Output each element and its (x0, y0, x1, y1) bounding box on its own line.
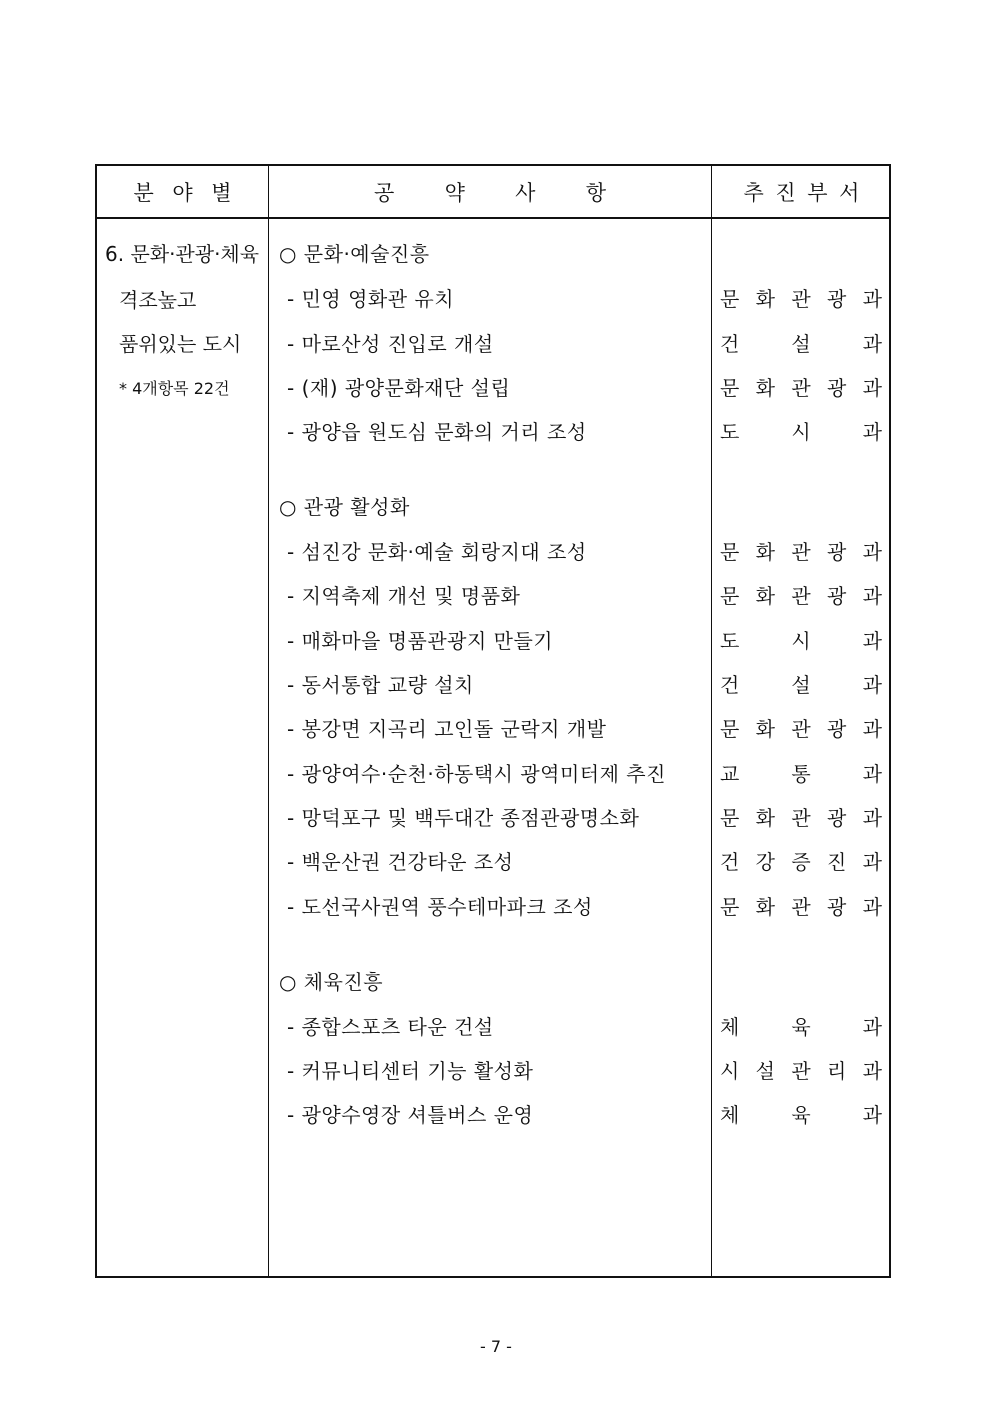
pledge-item: - 망덕포구 및 백두대간 종점관광명소화 (287, 806, 640, 830)
department-char: 화 (755, 717, 775, 741)
pledge-item: - 섬진강 문화·예술 회랑지대 조성 (287, 540, 587, 564)
pledge-item: - 광양수영장 셔틀버스 운영 (287, 1103, 534, 1127)
header-pledge-char: 항 (585, 180, 606, 205)
department-char: 광 (826, 806, 847, 830)
department-char: 화 (755, 287, 775, 311)
department-cell (720, 758, 882, 787)
header-department-char: 추 (743, 180, 764, 205)
department-cell (720, 416, 882, 445)
department-char: 관 (791, 376, 811, 400)
department-char: 화 (755, 540, 775, 564)
department-cell (720, 328, 882, 357)
department-char: 통 (791, 762, 811, 786)
department-char: 도 (720, 420, 740, 444)
department-char: 건 (720, 850, 740, 874)
pledge-item: - 매화마을 명품관광지 만들기 (287, 629, 554, 653)
department-char: 과 (862, 1059, 882, 1083)
department-char: 관 (791, 895, 811, 919)
department-cell (720, 1011, 882, 1040)
pledge-item: - 종합스포츠 타운 건설 (287, 1015, 494, 1039)
category-title: 6. 문화·관광·체육 (105, 242, 260, 266)
pledge-item: - 도선국사권역 풍수테마파크 조성 (287, 895, 593, 919)
department-char: 설 (755, 1059, 775, 1083)
department-char: 진 (826, 850, 847, 874)
pledge-item: - 커뮤니티센터 기능 활성화 (287, 1059, 534, 1083)
department-char: 광 (826, 584, 847, 608)
pledge-table (95, 164, 891, 1278)
department-char: 건 (720, 673, 740, 697)
page-number: - 7 - (480, 1337, 512, 1356)
department-char: 설 (791, 673, 811, 697)
header-category-char: 분 (133, 180, 154, 205)
department-char: 강 (755, 850, 775, 874)
department-char: 문 (720, 287, 740, 311)
department-char: 과 (862, 332, 882, 356)
department-char: 과 (862, 287, 882, 311)
department-char: 과 (862, 420, 882, 444)
pledge-item: - 마로산성 진입로 개설 (287, 332, 494, 356)
department-char: 광 (826, 895, 847, 919)
department-cell (720, 372, 882, 401)
department-cell (720, 891, 882, 920)
department-cell (720, 536, 882, 565)
department-char: 증 (791, 850, 811, 874)
pledge-item: - 동서통합 교량 설치 (287, 673, 474, 697)
department-char: 육 (791, 1015, 811, 1039)
department-char: 과 (862, 850, 882, 874)
department-char: 광 (826, 376, 847, 400)
department-char: 문 (720, 584, 740, 608)
department-char: 리 (826, 1059, 847, 1083)
department-char: 광 (826, 287, 847, 311)
department-char: 시 (791, 629, 811, 653)
department-char: 과 (862, 895, 882, 919)
department-char: 화 (755, 376, 775, 400)
department-char: 문 (720, 376, 740, 400)
pledge-item: - 민영 영화관 유치 (287, 287, 455, 311)
header-category-char: 야 (172, 180, 193, 205)
pledge-item: - 지역축제 개선 및 명품화 (287, 584, 521, 608)
header-category-char: 별 (211, 180, 232, 205)
pledge-item: - 백운산권 건강타운 조성 (287, 850, 514, 874)
department-char: 과 (862, 1015, 882, 1039)
section-heading: ○ 문화·예술진흥 (279, 242, 430, 266)
department-char: 육 (791, 1103, 811, 1127)
department-char: 과 (862, 806, 882, 830)
department-cell (720, 669, 882, 698)
department-cell (720, 802, 882, 831)
header-pledge (269, 166, 711, 217)
department-char: 광 (826, 540, 847, 564)
department-char: 문 (720, 540, 740, 564)
department-char: 관 (791, 806, 811, 830)
header-pledge-char: 사 (515, 180, 536, 205)
department-cell (720, 713, 882, 742)
department-char: 체 (720, 1103, 740, 1127)
department-char: 설 (791, 332, 811, 356)
department-char: 문 (720, 717, 740, 741)
department-char: 관 (791, 287, 811, 311)
department-char: 관 (791, 717, 811, 741)
department-cell (720, 1055, 882, 1084)
department-char: 과 (862, 673, 882, 697)
department-char: 건 (720, 332, 740, 356)
department-cell (720, 283, 882, 312)
category-note: * 4개항목 22건 (119, 379, 230, 398)
department-char: 과 (862, 584, 882, 608)
department-char: 광 (826, 717, 847, 741)
pledge-item: - (재) 광양문화재단 설립 (287, 376, 511, 400)
department-char: 과 (862, 540, 882, 564)
department-char: 체 (720, 1015, 740, 1039)
department-char: 화 (755, 895, 775, 919)
department-char: 교 (720, 762, 740, 786)
header-department-char: 부 (807, 180, 828, 205)
department-cell (720, 580, 882, 609)
header-department-char: 서 (839, 180, 860, 205)
pledge-item: - 광양여수·순천·하동택시 광역미터제 추진 (287, 762, 666, 786)
department-char: 화 (755, 584, 775, 608)
pledge-item: - 봉강면 지곡리 고인돌 군락지 개발 (287, 717, 607, 741)
department-cell (720, 625, 882, 654)
department-char: 시 (720, 1059, 740, 1083)
department-char: 관 (791, 584, 811, 608)
department-char: 과 (862, 629, 882, 653)
department-char: 과 (862, 1103, 882, 1127)
header-department-char: 진 (775, 180, 796, 205)
department-char: 도 (720, 629, 740, 653)
header-pledge-char: 공 (374, 180, 395, 205)
column-divider (268, 166, 269, 1276)
category-subtitle-2: 품위있는 도시 (119, 332, 242, 356)
header-category (97, 166, 268, 217)
pledge-item: - 광양읍 원도심 문화의 거리 조성 (287, 420, 587, 444)
header-pledge-char: 약 (444, 180, 465, 205)
category-subtitle-1: 격조높고 (119, 288, 197, 312)
column-divider (711, 166, 712, 1276)
department-char: 문 (720, 806, 740, 830)
department-char: 문 (720, 895, 740, 919)
header-divider (97, 217, 889, 219)
header-department (712, 166, 891, 217)
department-cell (720, 846, 882, 875)
section-heading: ○ 관광 활성화 (279, 495, 410, 519)
department-char: 시 (791, 420, 811, 444)
department-char: 과 (862, 717, 882, 741)
department-char: 과 (862, 376, 882, 400)
department-char: 화 (755, 806, 775, 830)
department-char: 관 (791, 540, 811, 564)
department-cell (720, 1099, 882, 1128)
department-char: 관 (791, 1059, 811, 1083)
section-heading: ○ 체육진흥 (279, 970, 384, 994)
department-char: 과 (862, 762, 882, 786)
